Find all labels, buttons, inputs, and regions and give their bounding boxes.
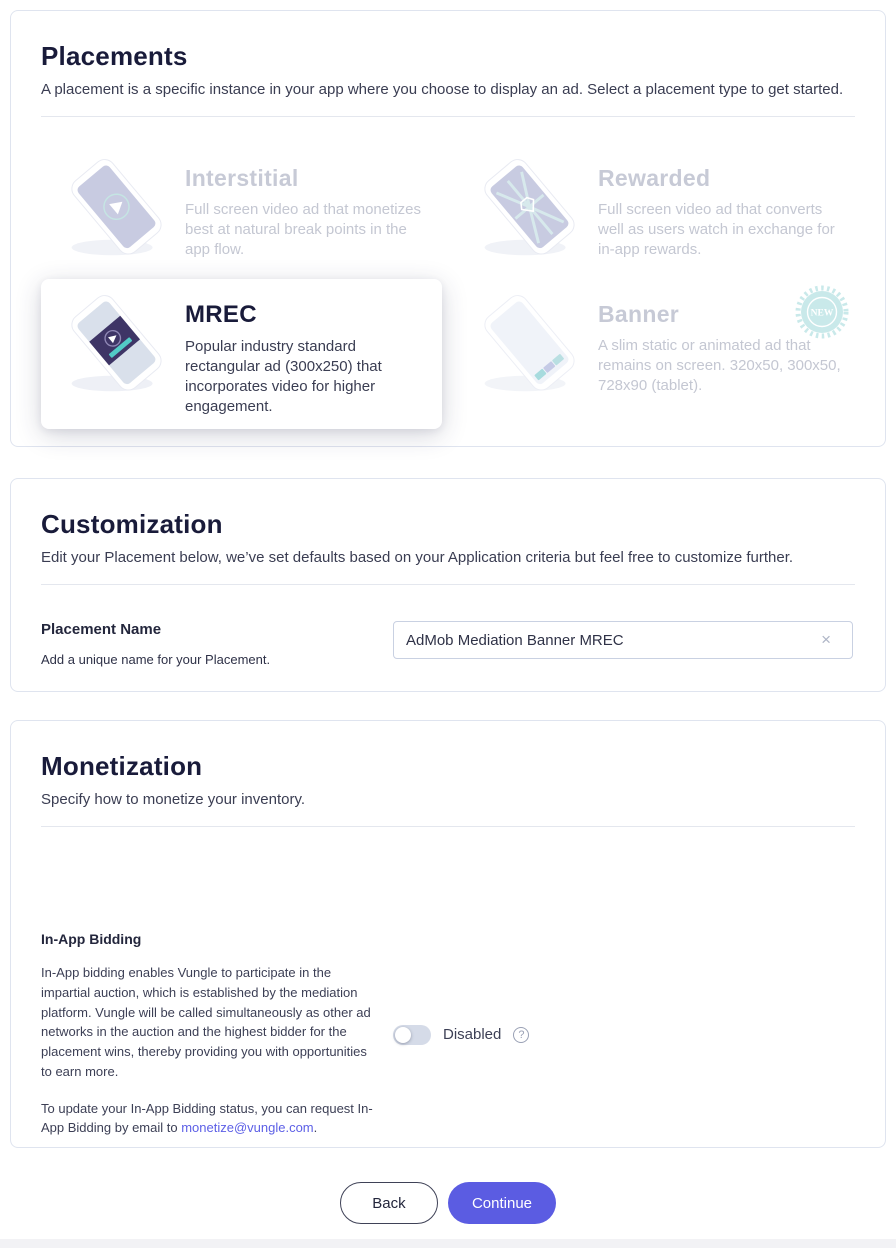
customization-card <box>10 478 886 692</box>
option-title-mrec: MREC <box>185 301 257 328</box>
svg-text:NEW: NEW <box>810 308 834 319</box>
placement-name-label: Placement Name <box>41 621 162 638</box>
option-desc-interstitial: Full screen video ad that monetizes best at natural break points in the app flow. <box>185 201 421 258</box>
option-desc-banner: A slim static or animated ad that remains on screen. 320x50, 300x50, 728x90 (tablet). <box>598 337 841 394</box>
monetize-email-link[interactable]: monetize@vungle.com <box>181 1120 314 1136</box>
in-app-bidding-label: In-App Bidding <box>41 931 142 947</box>
rewarded-phone-icon <box>464 155 592 261</box>
placement-option-banner[interactable] <box>454 279 855 429</box>
monetization-description: Specify how to monetize your inventory. <box>41 791 306 808</box>
in-app-bidding-note: To update your In-App Bidding status, you can request In-App Bidding by email to monetize@vungle.com. <box>41 1100 373 1136</box>
placement-name-row <box>41 621 855 667</box>
placement-name-input[interactable] <box>393 621 853 659</box>
section-divider <box>41 826 855 827</box>
toggle-knob <box>395 1027 411 1043</box>
option-title-banner: Banner <box>598 301 680 327</box>
in-app-bidding-description: In-App bidding enables Vungle to participate in the impartial auction, which is established by the mediation platform. Vungle will be called simultaneously as other ad networks in the auction and the highest bidder for the placement wins, thereby providing you with opportunities to earn more. <box>41 965 371 1079</box>
continue-button[interactable]: Continue <box>448 1182 556 1224</box>
monetization-card <box>10 720 886 1148</box>
option-title-interstitial: Interstitial <box>185 165 299 191</box>
interstitial-phone-icon <box>51 155 179 261</box>
placement-option-mrec[interactable] <box>41 279 442 429</box>
page-bottom-edge <box>0 1239 896 1248</box>
in-app-bidding-toggle[interactable] <box>393 1025 431 1045</box>
placements-card <box>10 10 886 447</box>
placements-title: Placements <box>41 41 188 71</box>
monetization-title: Monetization <box>41 751 203 781</box>
in-app-bidding-status: Disabled <box>443 1026 502 1043</box>
in-app-bidding-row <box>41 931 855 1138</box>
placements-description: A placement is a specific instance in your app where you choose to display an ad. Select a placement type to get started. <box>41 81 844 98</box>
help-icon[interactable]: ? <box>513 1027 529 1043</box>
banner-phone-icon <box>464 291 592 397</box>
clear-input-icon[interactable]: × <box>821 630 831 649</box>
footer-actions <box>0 1182 896 1224</box>
placement-option-rewarded[interactable] <box>454 143 855 273</box>
option-desc-rewarded: Full screen video ad that converts well as users watch in exchange for in-app rewards. <box>598 201 835 258</box>
mrec-phone-icon <box>51 291 179 397</box>
placement-option-interstitial[interactable] <box>41 143 442 273</box>
new-badge-icon <box>795 285 849 339</box>
option-desc-mrec: Popular industry standard rectangular ad (300x250) that incorporates video for higher engagement. <box>185 338 382 415</box>
section-divider <box>41 584 855 585</box>
placement-options-grid <box>41 143 855 429</box>
back-button[interactable]: Back <box>340 1182 438 1224</box>
placement-name-helper: Add a unique name for your Placement. <box>41 652 271 667</box>
section-divider <box>41 116 855 117</box>
customization-description: Edit your Placement below, we’ve set defaults based on your Application criteria but feel free to customize further. <box>41 549 794 566</box>
option-title-rewarded: Rewarded <box>598 165 711 191</box>
customization-title: Customization <box>41 509 223 539</box>
